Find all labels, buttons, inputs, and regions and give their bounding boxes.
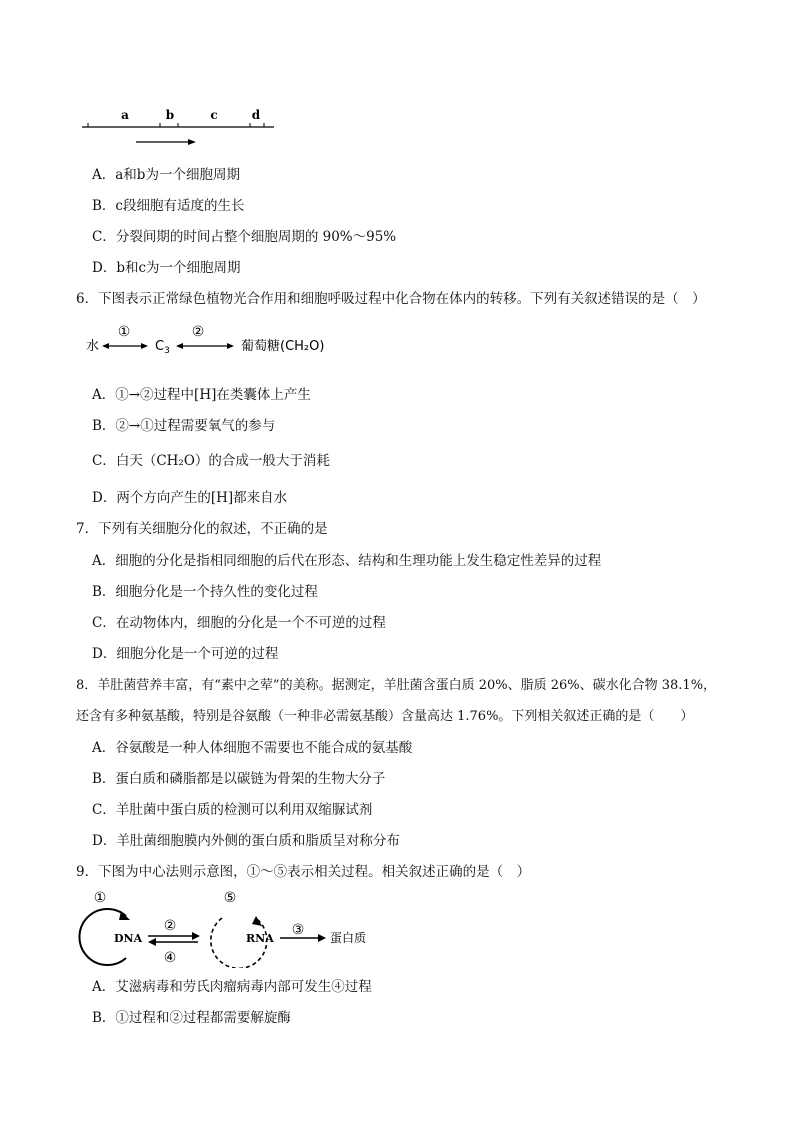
q5-option-a: A．a和b为一个细胞周期 [92, 167, 240, 183]
dogma-circle-4: ④ [163, 950, 177, 966]
central-dogma-figure [70, 886, 380, 968]
timeline-label-d: d [251, 108, 261, 122]
q5-option-c: C．分裂间期的时间占整个细胞周期的 90%～95% [92, 229, 397, 245]
dogma-circle-2: ② [163, 918, 177, 934]
dogma-dna: DNA [114, 932, 143, 945]
q7-option-a: A．细胞的分化是指相同细胞的后代在形态、结构和生理功能上发生稳定性差异的过程 [92, 553, 602, 569]
fig-circle-1: ① [117, 324, 131, 340]
q8-option-a: A．谷氨酸是一种人体细胞不需要也不能合成的氨基酸 [92, 740, 413, 756]
q9-option-b: B．①过程和②过程都需要解旋酶 [92, 1010, 291, 1026]
q8-option-b: B．蛋白质和磷脂都是以碳链为骨架的生物大分子 [92, 771, 386, 787]
q9-option-a: A．艾滋病毒和劳氏肉瘤病毒内部可发生④过程 [92, 979, 372, 995]
q6-option-a: A．①→②过程中[H]在类囊体上产生 [92, 387, 311, 403]
timeline-label-a: a [121, 108, 129, 122]
dogma-rna: RNA [246, 932, 274, 945]
q5-option-d: D．b和c为一个细胞周期 [92, 260, 241, 276]
fig-circle-2: ② [191, 324, 205, 340]
q6-stem: 6．下图表示正常绿色植物光合作用和细胞呼吸过程中化合物在体内的转移。下列有关叙述错误的是（ ） [76, 291, 706, 307]
q8-stem-line2: 还含有多种氨基酸，特别是谷氨酸（一种非必需氨基酸）含量高达 1.76%。下列相关叙述正确的是（ ） [76, 709, 694, 724]
q8-option-c: C．羊肚菌中蛋白质的检测可以利用双缩脲试剂 [92, 802, 373, 818]
fig-glucose: 葡萄糖(CH₂O) [241, 339, 325, 354]
fig-c3: $C_3$ [155, 339, 170, 356]
q8-stem-line1: 8．羊肚菌营养丰富，有“素中之荤”的美称。据测定，羊肚菌含蛋白质 20%、脂质 26%、碳水化合物 38.1%， [76, 678, 717, 693]
q6-option-d: D．两个方向产生的[H]都来自水 [92, 490, 288, 506]
q7-stem: 7．下列有关细胞分化的叙述，不正确的是 [76, 521, 328, 537]
fig-water: 水 [86, 339, 100, 354]
dogma-protein: 蛋白质 [330, 931, 367, 945]
cell-cycle-timeline-figure [78, 104, 278, 148]
timeline-label-b: b [165, 108, 175, 122]
dogma-circle-1: ① [93, 890, 107, 906]
q7-option-b: B．细胞分化是一个持久性的变化过程 [92, 584, 318, 600]
photosynthesis-transfer-figure [86, 322, 356, 358]
q5-option-b: B．c段细胞有适度的生长 [92, 198, 245, 214]
q6-option-c: C．白天（CH₂O）的合成一般大于消耗 [92, 453, 330, 469]
dogma-circle-3: ③ [291, 922, 305, 938]
q6-option-b: B．②→①过程需要氧气的参与 [92, 418, 276, 434]
q9-stem: 9．下图为中心法则示意图，①～⑤表示相关过程。相关叙述正确的是（ ） [76, 864, 531, 880]
q8-option-d: D．羊肚菌细胞膜内外侧的蛋白质和脂质呈对称分布 [92, 833, 400, 849]
timeline-label-c: c [210, 108, 218, 122]
q7-option-d: D．细胞分化是一个可逆的过程 [92, 646, 279, 662]
q7-option-c: C．在动物体内，细胞的分化是一个不可逆的过程 [92, 615, 386, 631]
dogma-circle-5: ⑤ [223, 890, 237, 906]
